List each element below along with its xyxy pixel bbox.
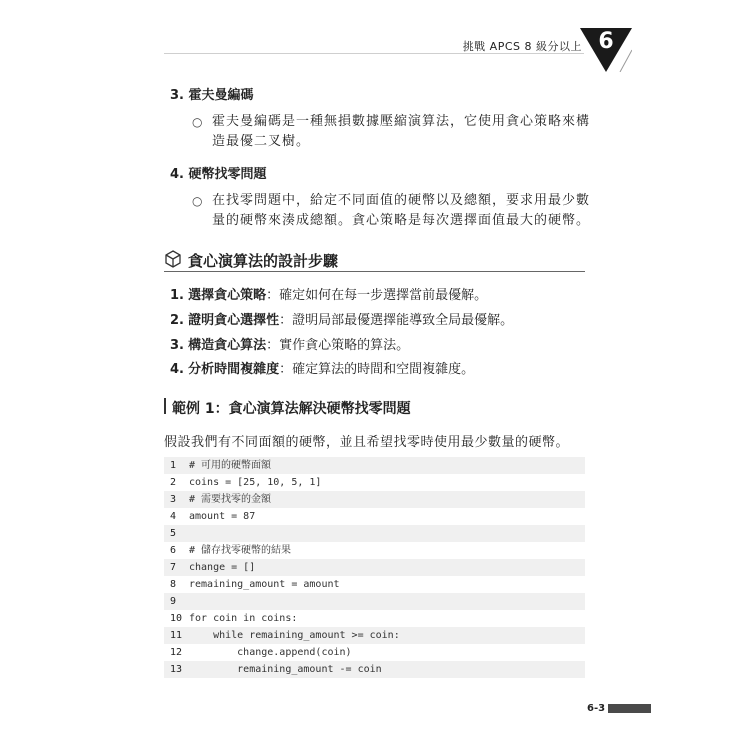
code-text: change.append(coin) <box>189 647 352 658</box>
code-line <box>164 474 585 491</box>
code-line <box>164 610 585 627</box>
code-text: remaining_amount = amount <box>189 579 340 590</box>
line-number: 5 <box>170 528 177 539</box>
example-title: 範例 1：貪心演算法解決硬幣找零問題 <box>172 401 411 417</box>
step-text: ：實作貪心策略的算法。 <box>266 338 410 353</box>
code-text: change = [] <box>189 562 256 573</box>
code-line <box>164 593 585 610</box>
step-text: ：確定如何在每一步選擇當前最優解。 <box>266 288 488 303</box>
step-number: 2. <box>170 313 184 328</box>
code-text: coins = [25, 10, 5, 1] <box>189 477 322 488</box>
code-text: for coin in coins: <box>189 613 298 624</box>
item-paragraph-3: 霍夫曼編碼是一種無損數據壓縮演算法，它使用貪心策略來構造最優二叉樹。 <box>212 114 591 149</box>
bullet-circle: ○ <box>192 115 203 129</box>
step-keyword: 選擇貪心策略 <box>188 288 267 303</box>
page-number: 6-3 <box>587 703 606 714</box>
line-number: 7 <box>170 562 177 573</box>
example-intro: 假設我們有不同面額的硬幣，並且希望找零時使用最少數量的硬幣。 <box>164 435 570 450</box>
section-rule <box>164 271 585 272</box>
line-number: 11 <box>170 630 183 641</box>
cube-icon <box>164 250 182 268</box>
code-line <box>164 491 585 508</box>
step-keyword: 分析時間複雜度 <box>188 362 280 377</box>
step-number: 3. <box>170 338 184 353</box>
item-heading-4: 4. 硬幣找零問題 <box>170 167 267 182</box>
line-number: 2 <box>170 477 177 488</box>
step-text: ：確定算法的時間和空間複雜度。 <box>279 362 475 377</box>
step-item <box>170 334 409 353</box>
step-item <box>170 358 474 377</box>
step-number: 1. <box>170 288 184 303</box>
section-title: 貪心演算法的設計步驟 <box>188 252 339 270</box>
item-heading-3: 3. 霍夫曼編碼 <box>170 88 254 103</box>
line-number: 3 <box>170 494 177 505</box>
code-text: while remaining_amount >= coin: <box>189 630 400 641</box>
example-marker <box>164 398 166 414</box>
line-number: 13 <box>170 664 183 675</box>
line-number: 10 <box>170 613 183 624</box>
code-line <box>164 576 585 593</box>
code-line <box>164 525 585 542</box>
step-item <box>170 309 513 328</box>
bullet-circle: ○ <box>192 194 203 208</box>
code-line <box>164 559 585 576</box>
step-number: 4. <box>170 362 184 377</box>
line-number: 8 <box>170 579 177 590</box>
line-number: 12 <box>170 647 183 658</box>
code-text: amount = 87 <box>189 511 256 522</box>
step-item <box>170 284 487 303</box>
step-keyword: 構造貪心算法 <box>188 338 267 353</box>
step-keyword: 證明貪心選擇性 <box>188 313 280 328</box>
code-text: # 儲存找零硬幣的結果 <box>189 545 292 556</box>
code-line <box>164 457 585 474</box>
code-text: remaining_amount -= coin <box>189 664 382 675</box>
code-text: # 可用的硬幣面額 <box>189 460 272 471</box>
code-line <box>164 627 585 644</box>
line-number: 6 <box>170 545 177 556</box>
line-number: 4 <box>170 511 177 522</box>
code-text: # 需要找零的金額 <box>189 494 272 505</box>
code-line <box>164 542 585 559</box>
code-line <box>164 644 585 661</box>
code-line <box>164 508 585 525</box>
page-number-bar <box>608 704 651 713</box>
line-number: 1 <box>170 460 177 471</box>
chapter-number: 6 <box>598 29 614 54</box>
running-header: 挑戰 APCS 8 級分以上 <box>462 40 582 53</box>
line-number: 9 <box>170 596 177 607</box>
step-text: ：證明局部最優選擇能導致全局最優解。 <box>279 313 514 328</box>
code-block <box>164 457 585 678</box>
item-paragraph-4: 在找零問題中，給定不同面值的硬幣以及總額，要求用最少數量的硬幣來湊成總額。貪心策略是每次選擇面值最大的硬幣。 <box>212 193 591 228</box>
code-line <box>164 661 585 678</box>
